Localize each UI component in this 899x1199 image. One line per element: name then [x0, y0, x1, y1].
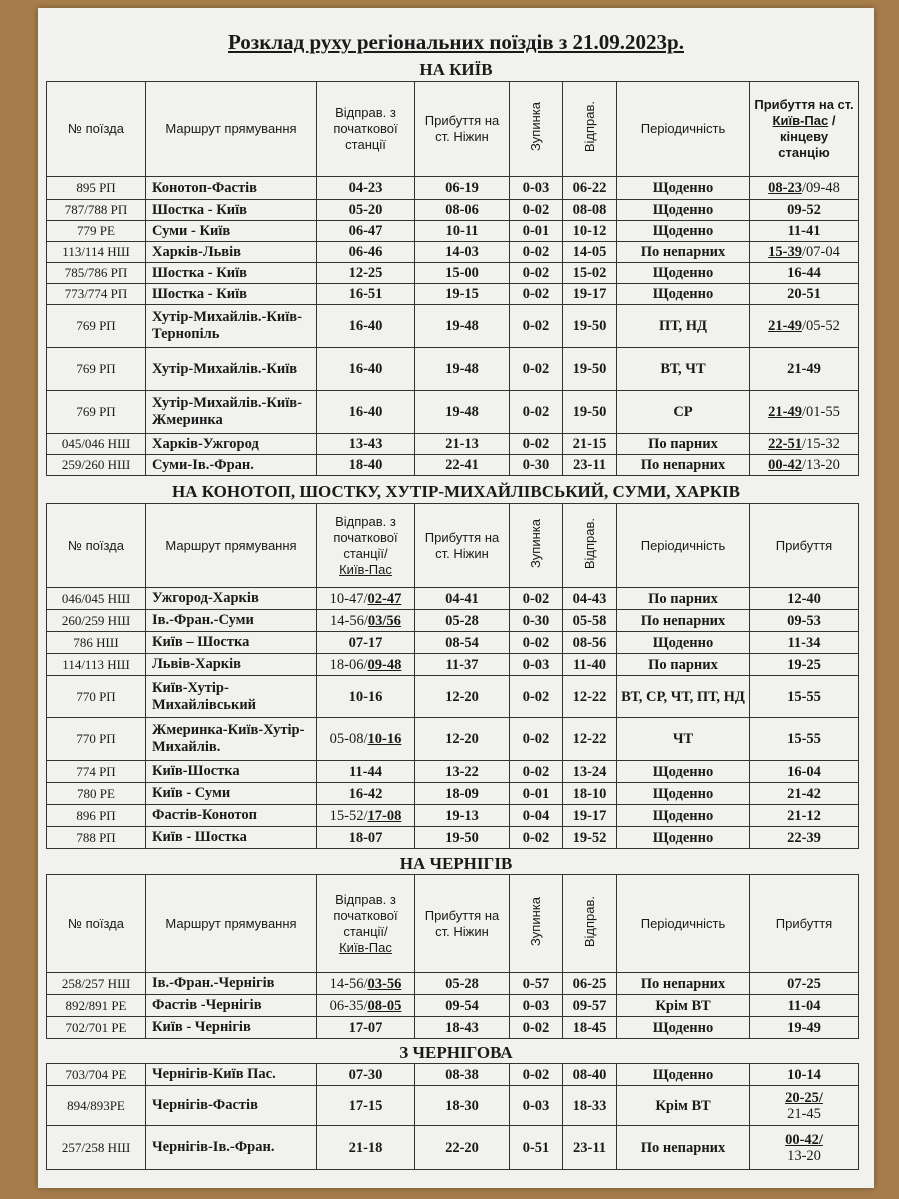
depart-nizhyn: 08-40 — [563, 1064, 617, 1086]
table-row — [47, 263, 859, 284]
route: Суми-Ів.-Фран. — [146, 455, 317, 476]
table-row — [47, 973, 859, 995]
table-row — [47, 676, 859, 718]
periodicity: По парних — [617, 588, 750, 610]
arrival-nizhyn: 19-13 — [415, 805, 510, 827]
section-title-chernihiv: НА ЧЕРНІГІВ — [399, 854, 513, 873]
periodicity: По непарних — [617, 610, 750, 632]
departure: 16-40 — [317, 391, 415, 434]
stop: 0-30 — [510, 610, 563, 632]
stop: 0-02 — [510, 242, 563, 263]
header-train-number: № поїзда — [47, 82, 146, 177]
arrival-nizhyn: 18-09 — [415, 783, 510, 805]
section-title-kyiv: НА КИЇВ — [419, 60, 493, 79]
header-arrival: Прибуття — [750, 504, 859, 588]
arrival-nizhyn: 08-54 — [415, 632, 510, 654]
header-stop: Зупинка — [510, 875, 563, 973]
stop: 0-02 — [510, 827, 563, 849]
table-row — [47, 783, 859, 805]
periodicity: Щоденно — [617, 827, 750, 849]
header-arrival-kyiv: Прибуття на ст. Київ-Пас /кінцеву станцію — [750, 82, 859, 177]
route: Київ – Шостка — [146, 632, 317, 654]
route: Ужгород-Харків — [146, 588, 317, 610]
train-number: 769 РП — [47, 391, 146, 434]
arrival: 19-49 — [750, 1017, 859, 1039]
arrival-nizhyn: 08-38 — [415, 1064, 510, 1086]
arrival-nizhyn: 08-06 — [415, 200, 510, 221]
departure: 05-20 — [317, 200, 415, 221]
section-title-konotop: НА КОНОТОП, ШОСТКУ, ХУТІР-МИХАЙЛІВСЬКИЙ, СУМИ, ХАРКІВ — [171, 482, 740, 501]
depart-nizhyn: 19-50 — [563, 348, 617, 391]
route: Хутір-Михайлів.-Київ — [146, 348, 317, 391]
periodicity: ВТ, ЧТ — [617, 348, 750, 391]
arrival: 19-25 — [750, 654, 859, 676]
route: Київ - Шостка — [146, 827, 317, 849]
arrival-final: 16-44 — [750, 263, 859, 284]
stop: 0-02 — [510, 718, 563, 761]
table-to-konotop — [46, 503, 859, 849]
arrival-nizhyn: 10-11 — [415, 221, 510, 242]
page-title: Розклад руху регіональних поїздів з 21.09.2023р. — [227, 30, 684, 54]
departure: 07-17 — [317, 632, 415, 654]
departure: 14-56/03-56 — [317, 973, 415, 995]
arrival-nizhyn: 22-20 — [415, 1126, 510, 1170]
arrival-final: 20-51 — [750, 284, 859, 305]
header-arrival-nizhyn: Прибуття на ст. Ніжин — [415, 875, 510, 973]
route: Київ-Хутір-Михайлівський — [146, 676, 317, 718]
departure: 21-18 — [317, 1126, 415, 1170]
table-row — [47, 827, 859, 849]
depart-nizhyn: 15-02 — [563, 263, 617, 284]
train-number: 774 РП — [47, 761, 146, 783]
periodicity: Щоденно — [617, 805, 750, 827]
stop: 0-02 — [510, 1017, 563, 1039]
periodicity: Щоденно — [617, 761, 750, 783]
route: Чернігів-Фастів — [146, 1086, 317, 1126]
table-row — [47, 995, 859, 1017]
table-from-chernihiv — [46, 1063, 859, 1170]
departure: 06-47 — [317, 221, 415, 242]
stop: 0-04 — [510, 805, 563, 827]
arrival-nizhyn: 19-48 — [415, 348, 510, 391]
periodicity: Щоденно — [617, 632, 750, 654]
arrival: 11-34 — [750, 632, 859, 654]
depart-nizhyn: 13-24 — [563, 761, 617, 783]
departure: 07-30 — [317, 1064, 415, 1086]
train-number: 896 РП — [47, 805, 146, 827]
depart-nizhyn: 10-12 — [563, 221, 617, 242]
header-arrival-nizhyn: Прибуття на ст. Ніжин — [415, 504, 510, 588]
depart-nizhyn: 12-22 — [563, 676, 617, 718]
route: Хутір-Михайлів.-Київ-Тернопіль — [146, 305, 317, 348]
departure: 06-35/08-05 — [317, 995, 415, 1017]
arrival-nizhyn: 12-20 — [415, 676, 510, 718]
stop: 0-01 — [510, 221, 563, 242]
periodicity: По парних — [617, 434, 750, 455]
train-number: 770 РП — [47, 718, 146, 761]
header-periodicity: Періодичність — [617, 82, 750, 177]
table-to-chernihiv — [46, 874, 859, 1039]
header-depart: Відправ. — [563, 82, 617, 177]
depart-nizhyn: 19-52 — [563, 827, 617, 849]
table-row — [47, 1017, 859, 1039]
departure: 16-42 — [317, 783, 415, 805]
stop: 0-02 — [510, 1064, 563, 1086]
arrival: 10-14 — [750, 1064, 859, 1086]
stop: 0-57 — [510, 973, 563, 995]
header-stop: Зупинка — [510, 504, 563, 588]
stop: 0-02 — [510, 305, 563, 348]
arrival-nizhyn: 21-13 — [415, 434, 510, 455]
departure: 11-44 — [317, 761, 415, 783]
table-row — [47, 654, 859, 676]
route: Львів-Харків — [146, 654, 317, 676]
arrival-nizhyn: 15-00 — [415, 263, 510, 284]
train-number: 788 РП — [47, 827, 146, 849]
depart-nizhyn: 12-22 — [563, 718, 617, 761]
header-periodicity: Періодичність — [617, 504, 750, 588]
periodicity: СР — [617, 391, 750, 434]
depart-nizhyn: 14-05 — [563, 242, 617, 263]
depart-nizhyn: 18-45 — [563, 1017, 617, 1039]
arrival: 00-42/ 13-20 — [750, 1126, 859, 1170]
train-number: 258/257 НШ — [47, 973, 146, 995]
train-number: 892/891 РЕ — [47, 995, 146, 1017]
table-row — [47, 200, 859, 221]
periodicity: Щоденно — [617, 284, 750, 305]
train-number: 770 РП — [47, 676, 146, 718]
train-number: 046/045 НШ — [47, 588, 146, 610]
train-number: 894/893РЕ — [47, 1086, 146, 1126]
route: Фастів -Чернігів — [146, 995, 317, 1017]
arrival-nizhyn: 19-15 — [415, 284, 510, 305]
arrival-final: 00-42/13-20 — [750, 455, 859, 476]
header-arrival-nizhyn: Прибуття на ст. Ніжин — [415, 82, 510, 177]
table-row — [47, 805, 859, 827]
arrival: 11-04 — [750, 995, 859, 1017]
periodicity: Щоденно — [617, 200, 750, 221]
arrival-nizhyn: 06-19 — [415, 177, 510, 200]
table-row — [47, 242, 859, 263]
departure: 16-40 — [317, 348, 415, 391]
route: Харків-Львів — [146, 242, 317, 263]
arrival-nizhyn: 05-28 — [415, 973, 510, 995]
departure: 18-07 — [317, 827, 415, 849]
route: Чернігів-Ів.-Фран. — [146, 1126, 317, 1170]
arrival-nizhyn: 19-48 — [415, 305, 510, 348]
train-number: 702/701 РЕ — [47, 1017, 146, 1039]
stop: 0-02 — [510, 284, 563, 305]
table-row — [47, 588, 859, 610]
departure: 10-47/02-47 — [317, 588, 415, 610]
stop: 0-30 — [510, 455, 563, 476]
route: Хутір-Михайлів.-Київ-Жмеринка — [146, 391, 317, 434]
stop: 0-51 — [510, 1126, 563, 1170]
arrival: 07-25 — [750, 973, 859, 995]
arrival: 15-55 — [750, 676, 859, 718]
periodicity: Щоденно — [617, 1017, 750, 1039]
arrival-nizhyn: 13-22 — [415, 761, 510, 783]
table-row — [47, 1086, 859, 1126]
stop: 0-03 — [510, 177, 563, 200]
periodicity: По непарних — [617, 455, 750, 476]
train-number: 895 РП — [47, 177, 146, 200]
train-number: 703/704 РЕ — [47, 1064, 146, 1086]
header-periodicity: Періодичність — [617, 875, 750, 973]
periodicity: ВТ, СР, ЧТ, ПТ, НД — [617, 676, 750, 718]
arrival-final: 21-49/05-52 — [750, 305, 859, 348]
departure: 15-52/17-08 — [317, 805, 415, 827]
arrival-nizhyn: 22-41 — [415, 455, 510, 476]
table-row — [47, 1126, 859, 1170]
stop: 0-02 — [510, 676, 563, 718]
route: Шостка - Київ — [146, 284, 317, 305]
train-number: 257/258 НШ — [47, 1126, 146, 1170]
route: Ів.-Фран.-Чернігів — [146, 973, 317, 995]
train-number: 779 РЕ — [47, 221, 146, 242]
header-route: Маршрут прямування — [146, 504, 317, 588]
header-train-number: № поїзда — [47, 504, 146, 588]
arrival: 21-42 — [750, 783, 859, 805]
route: Київ - Суми — [146, 783, 317, 805]
periodicity: Крім ВТ — [617, 1086, 750, 1126]
depart-nizhyn: 19-17 — [563, 805, 617, 827]
stop: 0-03 — [510, 654, 563, 676]
train-number: 780 РЕ — [47, 783, 146, 805]
periodicity: По непарних — [617, 242, 750, 263]
depart-nizhyn: 23-11 — [563, 1126, 617, 1170]
schedule-sheet — [38, 8, 874, 1188]
table-row — [47, 177, 859, 200]
periodicity: Щоденно — [617, 1064, 750, 1086]
route: Чернігів-Київ Пас. — [146, 1064, 317, 1086]
stop: 0-02 — [510, 391, 563, 434]
header-route: Маршрут прямування — [146, 875, 317, 973]
depart-nizhyn: 04-43 — [563, 588, 617, 610]
arrival: 16-04 — [750, 761, 859, 783]
departure: 13-43 — [317, 434, 415, 455]
table-row — [47, 305, 859, 348]
train-number: 769 РП — [47, 305, 146, 348]
arrival-nizhyn: 18-43 — [415, 1017, 510, 1039]
depart-nizhyn: 18-33 — [563, 1086, 617, 1126]
arrival-final: 09-52 — [750, 200, 859, 221]
table-row — [47, 391, 859, 434]
departure: 18-40 — [317, 455, 415, 476]
periodicity: Щоденно — [617, 221, 750, 242]
route: Конотоп-Фастів — [146, 177, 317, 200]
arrival-nizhyn: 12-20 — [415, 718, 510, 761]
section-title-from-chernihiv: З ЧЕРНІГОВА — [399, 1043, 513, 1062]
departure: 04-23 — [317, 177, 415, 200]
stop: 0-02 — [510, 263, 563, 284]
stop: 0-02 — [510, 761, 563, 783]
periodicity: Щоденно — [617, 263, 750, 284]
table-to-kyiv — [46, 81, 859, 476]
arrival-nizhyn: 14-03 — [415, 242, 510, 263]
arrival: 20-25/ 21-45 — [750, 1086, 859, 1126]
stop: 0-02 — [510, 588, 563, 610]
arrival-nizhyn: 18-30 — [415, 1086, 510, 1126]
header-departure: Відправ. з початкової станції/ Київ-Пас — [317, 504, 415, 588]
stop: 0-02 — [510, 200, 563, 221]
depart-nizhyn: 19-50 — [563, 391, 617, 434]
train-number: 786 НШ — [47, 632, 146, 654]
departure: 06-46 — [317, 242, 415, 263]
route: Київ-Шостка — [146, 761, 317, 783]
stop: 0-02 — [510, 632, 563, 654]
departure: 12-25 — [317, 263, 415, 284]
arrival-final: 22-51/15-32 — [750, 434, 859, 455]
header-train-number: № поїзда — [47, 875, 146, 973]
table-row — [47, 1064, 859, 1086]
table-row — [47, 455, 859, 476]
arrival: 12-40 — [750, 588, 859, 610]
depart-nizhyn: 05-58 — [563, 610, 617, 632]
departure: 16-51 — [317, 284, 415, 305]
train-number: 114/113 НШ — [47, 654, 146, 676]
depart-nizhyn: 11-40 — [563, 654, 617, 676]
periodicity: По парних — [617, 654, 750, 676]
periodicity: Крім ВТ — [617, 995, 750, 1017]
route: Суми - Київ — [146, 221, 317, 242]
table-row — [47, 632, 859, 654]
train-number: 787/788 РП — [47, 200, 146, 221]
stop: 0-03 — [510, 995, 563, 1017]
arrival: 15-55 — [750, 718, 859, 761]
arrival-nizhyn: 19-48 — [415, 391, 510, 434]
route: Ів.-Фран.-Суми — [146, 610, 317, 632]
arrival-final: 15-39/07-04 — [750, 242, 859, 263]
table-row — [47, 348, 859, 391]
periodicity: Щоденно — [617, 783, 750, 805]
header-depart: Відправ. — [563, 504, 617, 588]
table-row — [47, 221, 859, 242]
route: Шостка - Київ — [146, 200, 317, 221]
table-row — [47, 284, 859, 305]
departure: 05-08/10-16 — [317, 718, 415, 761]
route: Фастів-Конотоп — [146, 805, 317, 827]
stop: 0-03 — [510, 1086, 563, 1126]
depart-nizhyn: 23-11 — [563, 455, 617, 476]
departure: 14-56/03/56 — [317, 610, 415, 632]
depart-nizhyn: 08-08 — [563, 200, 617, 221]
train-number: 113/114 НШ — [47, 242, 146, 263]
table-row — [47, 434, 859, 455]
depart-nizhyn: 08-56 — [563, 632, 617, 654]
header-departure: Відправ. з початкової станції — [317, 82, 415, 177]
arrival-final: 21-49/01-55 — [750, 391, 859, 434]
arrival-nizhyn: 05-28 — [415, 610, 510, 632]
periodicity: По непарних — [617, 973, 750, 995]
route: Жмеринка-Київ-Хутір-Михайлів. — [146, 718, 317, 761]
arrival-nizhyn: 19-50 — [415, 827, 510, 849]
arrival-nizhyn: 11-37 — [415, 654, 510, 676]
route: Шостка - Київ — [146, 263, 317, 284]
route: Харків-Ужгород — [146, 434, 317, 455]
departure: 17-07 — [317, 1017, 415, 1039]
train-number: 773/774 РП — [47, 284, 146, 305]
departure: 16-40 — [317, 305, 415, 348]
arrival-nizhyn: 04-41 — [415, 588, 510, 610]
stop: 0-02 — [510, 348, 563, 391]
arrival-final: 21-49 — [750, 348, 859, 391]
depart-nizhyn: 18-10 — [563, 783, 617, 805]
periodicity: ПТ, НД — [617, 305, 750, 348]
header-arrival: Прибуття — [750, 875, 859, 973]
stop: 0-01 — [510, 783, 563, 805]
depart-nizhyn: 06-22 — [563, 177, 617, 200]
arrival: 21-12 — [750, 805, 859, 827]
depart-nizhyn: 09-57 — [563, 995, 617, 1017]
train-number: 260/259 НШ — [47, 610, 146, 632]
header-route: Маршрут прямування — [146, 82, 317, 177]
header-departure: Відправ. з початкової станції/ Київ-Пас — [317, 875, 415, 973]
depart-nizhyn: 19-17 — [563, 284, 617, 305]
periodicity: По непарних — [617, 1126, 750, 1170]
train-number: 769 РП — [47, 348, 146, 391]
arrival-final: 08-23/09-48 — [750, 177, 859, 200]
departure: 10-16 — [317, 676, 415, 718]
header-depart: Відправ. — [563, 875, 617, 973]
train-number: 785/786 РП — [47, 263, 146, 284]
periodicity: ЧТ — [617, 718, 750, 761]
header-stop: Зупинка — [510, 82, 563, 177]
arrival: 22-39 — [750, 827, 859, 849]
arrival: 09-53 — [750, 610, 859, 632]
departure: 18-06/09-48 — [317, 654, 415, 676]
depart-nizhyn: 19-50 — [563, 305, 617, 348]
train-number: 259/260 НШ — [47, 455, 146, 476]
arrival-nizhyn: 09-54 — [415, 995, 510, 1017]
arrival-final: 11-41 — [750, 221, 859, 242]
depart-nizhyn: 06-25 — [563, 973, 617, 995]
table-row — [47, 761, 859, 783]
table-row — [47, 718, 859, 761]
table-row — [47, 610, 859, 632]
stop: 0-02 — [510, 434, 563, 455]
train-number: 045/046 НШ — [47, 434, 146, 455]
departure: 17-15 — [317, 1086, 415, 1126]
depart-nizhyn: 21-15 — [563, 434, 617, 455]
periodicity: Щоденно — [617, 177, 750, 200]
route: Київ - Чернігів — [146, 1017, 317, 1039]
